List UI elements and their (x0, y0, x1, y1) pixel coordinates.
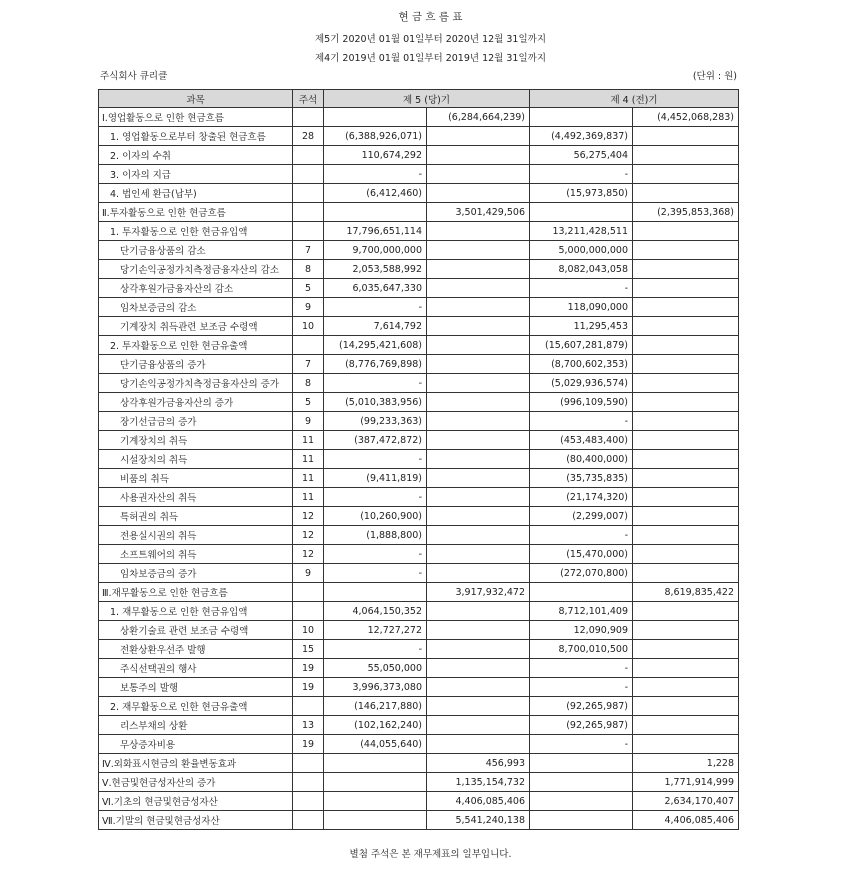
note-cell: 19 (293, 678, 324, 697)
note-cell (293, 108, 324, 127)
account-cell: 기계장치의 취득 (99, 431, 293, 450)
table-row (99, 583, 739, 602)
note-cell: 10 (293, 317, 324, 336)
prior-detail-cell: - (530, 659, 633, 678)
current-detail-cell: (8,776,769,898) (324, 355, 427, 374)
current-total-cell: 3,917,932,472 (427, 583, 530, 602)
header-prior-period: 제 4 (전)기 (530, 90, 739, 108)
account-cell: 전용실시권의 취득 (99, 526, 293, 545)
account-cell: 단기금융상품의 증가 (99, 355, 293, 374)
current-detail-cell: - (324, 564, 427, 583)
unit-label: (단위 : 원) (692, 71, 737, 82)
note-cell: 28 (293, 127, 324, 146)
prior-total-cell (633, 184, 739, 203)
prior-detail-cell: - (530, 412, 633, 431)
prior-total-cell (633, 564, 739, 583)
current-total-cell (427, 507, 530, 526)
current-total-cell (427, 127, 530, 146)
table-row (99, 241, 739, 260)
prior-total-cell (633, 412, 739, 431)
table-row (99, 165, 739, 184)
prior-total-cell (633, 507, 739, 526)
current-detail-cell: 2,053,588,992 (324, 260, 427, 279)
note-cell: 9 (293, 412, 324, 431)
note-cell: 7 (293, 241, 324, 260)
account-cell: 소프트웨어의 취득 (99, 545, 293, 564)
prior-total-cell (633, 355, 739, 374)
current-detail-cell: (10,260,900) (324, 507, 427, 526)
prior-detail-cell: (4,492,369,837) (530, 127, 633, 146)
account-cell: 상각후원가금융자산의 증가 (99, 393, 293, 412)
note-cell: 19 (293, 735, 324, 754)
prior-detail-cell (530, 811, 633, 830)
account-cell: 1. 재무활동으로 인한 현금유입액 (99, 602, 293, 621)
account-cell: Ⅶ.기말의 현금및현금성자산 (99, 811, 293, 830)
current-total-cell: 1,135,154,732 (427, 773, 530, 792)
note-cell: 7 (293, 355, 324, 374)
table-row (99, 412, 739, 431)
table-row (99, 222, 739, 241)
current-total-cell (427, 678, 530, 697)
account-cell: 당기손익공정가치측정금융자산의 감소 (99, 260, 293, 279)
table-row (99, 735, 739, 754)
current-detail-cell (324, 203, 427, 222)
table-row (99, 317, 739, 336)
current-total-cell: 3,501,429,506 (427, 203, 530, 222)
current-total-cell (427, 412, 530, 431)
header-account: 과목 (99, 90, 293, 108)
current-total-cell (427, 659, 530, 678)
prior-total-cell (633, 146, 739, 165)
account-cell: 시설장치의 취득 (99, 450, 293, 469)
period-current: 제5기 2020년 01월 01일부터 2020년 12월 31일까지 (315, 34, 546, 45)
current-total-cell (427, 336, 530, 355)
prior-total-cell (633, 488, 739, 507)
note-cell (293, 165, 324, 184)
table-row (99, 279, 739, 298)
current-total-cell (427, 526, 530, 545)
current-total-cell (427, 602, 530, 621)
account-cell: Ⅳ.외화표시현금의 환율변동효과 (99, 754, 293, 773)
current-detail-cell: - (324, 640, 427, 659)
account-cell: 전환상환우선주 발행 (99, 640, 293, 659)
prior-total-cell (633, 469, 739, 488)
table-row (99, 203, 739, 222)
table-row (99, 678, 739, 697)
table-row (99, 184, 739, 203)
note-cell (293, 203, 324, 222)
prior-detail-cell: (92,265,987) (530, 716, 633, 735)
table-row (99, 602, 739, 621)
note-cell: 8 (293, 374, 324, 393)
prior-detail-cell (530, 583, 633, 602)
table-row (99, 773, 739, 792)
table-row (99, 469, 739, 488)
table-row (99, 146, 739, 165)
current-total-cell: 456,993 (427, 754, 530, 773)
current-detail-cell: - (324, 374, 427, 393)
table-row (99, 621, 739, 640)
prior-detail-cell: - (530, 735, 633, 754)
prior-detail-cell: (80,400,000) (530, 450, 633, 469)
current-detail-cell: (14,295,421,608) (324, 336, 427, 355)
table-row (99, 754, 739, 773)
header-note: 주석 (293, 90, 324, 108)
prior-detail-cell (530, 773, 633, 792)
note-cell: 9 (293, 564, 324, 583)
current-total-cell (427, 260, 530, 279)
prior-detail-cell (530, 792, 633, 811)
table-row (99, 260, 739, 279)
note-cell (293, 697, 324, 716)
prior-total-cell (633, 317, 739, 336)
period-prior: 제4기 2019년 01월 01일부터 2019년 12월 31일까지 (315, 53, 546, 64)
prior-total-cell: 8,619,835,422 (633, 583, 739, 602)
account-cell: Ⅱ.투자활동으로 인한 현금흐름 (99, 203, 293, 222)
table-row (99, 811, 739, 830)
prior-total-cell (633, 431, 739, 450)
prior-total-cell (633, 735, 739, 754)
account-cell: Ⅲ.재무활동으로 인한 현금흐름 (99, 583, 293, 602)
current-detail-cell: - (324, 545, 427, 564)
table-row (99, 507, 739, 526)
note-cell: 15 (293, 640, 324, 659)
current-detail-cell (324, 773, 427, 792)
note-cell: 19 (293, 659, 324, 678)
prior-total-cell: 2,634,170,407 (633, 792, 739, 811)
note-cell: 10 (293, 621, 324, 640)
current-detail-cell: (6,388,926,071) (324, 127, 427, 146)
note-cell (293, 222, 324, 241)
account-cell: 특허권의 취득 (99, 507, 293, 526)
current-total-cell (427, 469, 530, 488)
current-detail-cell: (387,472,872) (324, 431, 427, 450)
table-row (99, 526, 739, 545)
prior-detail-cell: 118,090,000 (530, 298, 633, 317)
cash-flow-table (98, 89, 739, 830)
note-cell (293, 754, 324, 773)
prior-total-cell (633, 222, 739, 241)
note-cell: 11 (293, 431, 324, 450)
prior-detail-cell: (453,483,400) (530, 431, 633, 450)
prior-detail-cell: (21,174,320) (530, 488, 633, 507)
current-detail-cell: (1,888,800) (324, 526, 427, 545)
account-cell: 보통주의 발행 (99, 678, 293, 697)
prior-detail-cell: 5,000,000,000 (530, 241, 633, 260)
table-row (99, 564, 739, 583)
prior-total-cell (633, 241, 739, 260)
note-cell: 12 (293, 507, 324, 526)
note-cell (293, 184, 324, 203)
prior-detail-cell: 8,082,043,058 (530, 260, 633, 279)
current-detail-cell: 12,727,272 (324, 621, 427, 640)
current-detail-cell: 7,614,792 (324, 317, 427, 336)
current-detail-cell: - (324, 450, 427, 469)
prior-total-cell (633, 260, 739, 279)
account-cell: 단기금융상품의 감소 (99, 241, 293, 260)
current-detail-cell (324, 583, 427, 602)
current-detail-cell: 3,996,373,080 (324, 678, 427, 697)
prior-detail-cell: - (530, 165, 633, 184)
prior-total-cell (633, 621, 739, 640)
note-cell: 11 (293, 469, 324, 488)
current-total-cell: 5,541,240,138 (427, 811, 530, 830)
table-row (99, 640, 739, 659)
prior-total-cell (633, 336, 739, 355)
account-cell: 주식선택권의 행사 (99, 659, 293, 678)
current-detail-cell: - (324, 165, 427, 184)
account-cell: 2. 투자활동으로 인한 현금유출액 (99, 336, 293, 355)
current-detail-cell: (9,411,819) (324, 469, 427, 488)
current-detail-cell: 55,050,000 (324, 659, 427, 678)
account-cell: 장기선급금의 증가 (99, 412, 293, 431)
account-cell: 기계장치 취득관련 보조금 수령액 (99, 317, 293, 336)
account-cell: Ⅴ.현금및현금성자산의 증가 (99, 773, 293, 792)
prior-total-cell (633, 374, 739, 393)
current-detail-cell: - (324, 488, 427, 507)
account-cell: 비품의 취득 (99, 469, 293, 488)
prior-detail-cell: (272,070,800) (530, 564, 633, 583)
current-detail-cell: (99,233,363) (324, 412, 427, 431)
note-cell (293, 811, 324, 830)
prior-detail-cell: 8,712,101,409 (530, 602, 633, 621)
note-cell: 11 (293, 488, 324, 507)
prior-total-cell: (2,395,853,368) (633, 203, 739, 222)
account-cell: Ⅰ.영업활동으로 인한 현금흐름 (99, 108, 293, 127)
prior-total-cell (633, 279, 739, 298)
current-detail-cell (324, 754, 427, 773)
note-cell: 12 (293, 545, 324, 564)
current-total-cell: (6,284,664,239) (427, 108, 530, 127)
prior-detail-cell: (8,700,602,353) (530, 355, 633, 374)
current-total-cell (427, 621, 530, 640)
table-row (99, 659, 739, 678)
account-cell: 상환기술료 관련 보조금 수령액 (99, 621, 293, 640)
current-total-cell (427, 222, 530, 241)
prior-detail-cell: (2,299,007) (530, 507, 633, 526)
prior-total-cell (633, 450, 739, 469)
note-cell (293, 773, 324, 792)
note-cell: 11 (293, 450, 324, 469)
prior-total-cell (633, 393, 739, 412)
prior-total-cell (633, 678, 739, 697)
note-cell (293, 583, 324, 602)
current-detail-cell (324, 108, 427, 127)
note-cell: 5 (293, 279, 324, 298)
current-total-cell (427, 716, 530, 735)
note-cell: 8 (293, 260, 324, 279)
table-row (99, 127, 739, 146)
note-cell (293, 792, 324, 811)
note-cell (293, 602, 324, 621)
prior-total-cell: 1,228 (633, 754, 739, 773)
prior-detail-cell: - (530, 678, 633, 697)
note-cell: 13 (293, 716, 324, 735)
current-detail-cell: (102,162,240) (324, 716, 427, 735)
table-row (99, 792, 739, 811)
table-row (99, 355, 739, 374)
prior-detail-cell: - (530, 526, 633, 545)
prior-total-cell (633, 165, 739, 184)
current-total-cell (427, 640, 530, 659)
current-detail-cell: - (324, 298, 427, 317)
table-row (99, 374, 739, 393)
company-name: 주식회사 큐리클 (100, 71, 168, 82)
current-total-cell (427, 450, 530, 469)
note-cell: 5 (293, 393, 324, 412)
prior-total-cell: 1,771,914,999 (633, 773, 739, 792)
account-cell: 임차보증금의 증가 (99, 564, 293, 583)
header-current-period: 제 5 (당)기 (324, 90, 530, 108)
current-detail-cell (324, 811, 427, 830)
prior-detail-cell: (15,973,850) (530, 184, 633, 203)
prior-detail-cell: (15,607,281,879) (530, 336, 633, 355)
account-cell: 1. 영업활동으로부터 창출된 현금흐름 (99, 127, 293, 146)
current-total-cell (427, 374, 530, 393)
account-cell: 1. 투자활동으로 인한 현금유입액 (99, 222, 293, 241)
footer-note: 별첨 주석은 본 재무제표의 일부입니다. (349, 849, 512, 860)
current-total-cell (427, 545, 530, 564)
current-total-cell (427, 564, 530, 583)
current-total-cell (427, 355, 530, 374)
prior-total-cell (633, 640, 739, 659)
current-detail-cell: (146,217,880) (324, 697, 427, 716)
table-row (99, 336, 739, 355)
current-detail-cell: (5,010,383,956) (324, 393, 427, 412)
prior-detail-cell (530, 108, 633, 127)
current-total-cell (427, 317, 530, 336)
prior-total-cell: 4,406,085,406 (633, 811, 739, 830)
current-detail-cell: 17,796,651,114 (324, 222, 427, 241)
account-cell: 무상증자비용 (99, 735, 293, 754)
account-cell: 임차보증금의 감소 (99, 298, 293, 317)
prior-detail-cell: (35,735,835) (530, 469, 633, 488)
current-total-cell (427, 146, 530, 165)
table-row (99, 298, 739, 317)
prior-total-cell (633, 659, 739, 678)
current-total-cell: 4,406,085,406 (427, 792, 530, 811)
prior-detail-cell: (15,470,000) (530, 545, 633, 564)
prior-total-cell (633, 127, 739, 146)
current-total-cell (427, 165, 530, 184)
account-cell: 4. 법인세 환급(납부) (99, 184, 293, 203)
table-row (99, 393, 739, 412)
account-cell: Ⅵ.기초의 현금및현금성자산 (99, 792, 293, 811)
prior-total-cell (633, 716, 739, 735)
current-total-cell (427, 241, 530, 260)
prior-detail-cell (530, 203, 633, 222)
prior-total-cell (633, 545, 739, 564)
prior-detail-cell: 12,090,909 (530, 621, 633, 640)
current-total-cell (427, 697, 530, 716)
table-row (99, 545, 739, 564)
account-cell: 3. 이자의 지급 (99, 165, 293, 184)
prior-detail-cell: 8,700,010,500 (530, 640, 633, 659)
table-row (99, 108, 739, 127)
account-cell: 2. 이자의 수취 (99, 146, 293, 165)
table-row (99, 450, 739, 469)
table-row (99, 488, 739, 507)
table-header-row (99, 90, 739, 108)
prior-detail-cell: (5,029,936,574) (530, 374, 633, 393)
current-detail-cell: 6,035,647,330 (324, 279, 427, 298)
note-cell: 12 (293, 526, 324, 545)
current-detail-cell: 4,064,150,352 (324, 602, 427, 621)
table-row (99, 716, 739, 735)
prior-total-cell: (4,452,068,283) (633, 108, 739, 127)
current-detail-cell: (44,055,640) (324, 735, 427, 754)
current-detail-cell: (6,412,460) (324, 184, 427, 203)
account-cell: 리스부채의 상환 (99, 716, 293, 735)
prior-total-cell (633, 298, 739, 317)
current-total-cell (427, 393, 530, 412)
table-row (99, 431, 739, 450)
prior-detail-cell: - (530, 279, 633, 298)
current-total-cell (427, 431, 530, 450)
prior-total-cell (633, 526, 739, 545)
prior-detail-cell: (92,265,987) (530, 697, 633, 716)
prior-detail-cell (530, 754, 633, 773)
current-total-cell (427, 735, 530, 754)
prior-detail-cell: (996,109,590) (530, 393, 633, 412)
statement-title: 현 금 흐 름 표 (398, 11, 463, 23)
table-row (99, 697, 739, 716)
current-total-cell (427, 279, 530, 298)
account-cell: 당기손익공정가치측정금융자산의 증가 (99, 374, 293, 393)
current-detail-cell (324, 792, 427, 811)
prior-detail-cell: 56,275,404 (530, 146, 633, 165)
current-detail-cell: 9,700,000,000 (324, 241, 427, 260)
current-total-cell (427, 298, 530, 317)
current-total-cell (427, 184, 530, 203)
account-cell: 상각후원가금융자산의 감소 (99, 279, 293, 298)
prior-detail-cell: 13,211,428,511 (530, 222, 633, 241)
note-cell (293, 146, 324, 165)
account-cell: 2. 재무활동으로 인한 현금유출액 (99, 697, 293, 716)
prior-detail-cell: 11,295,453 (530, 317, 633, 336)
current-total-cell (427, 488, 530, 507)
account-cell: 사용권자산의 취득 (99, 488, 293, 507)
note-cell: 9 (293, 298, 324, 317)
note-cell (293, 336, 324, 355)
prior-total-cell (633, 602, 739, 621)
prior-total-cell (633, 697, 739, 716)
current-detail-cell: 110,674,292 (324, 146, 427, 165)
